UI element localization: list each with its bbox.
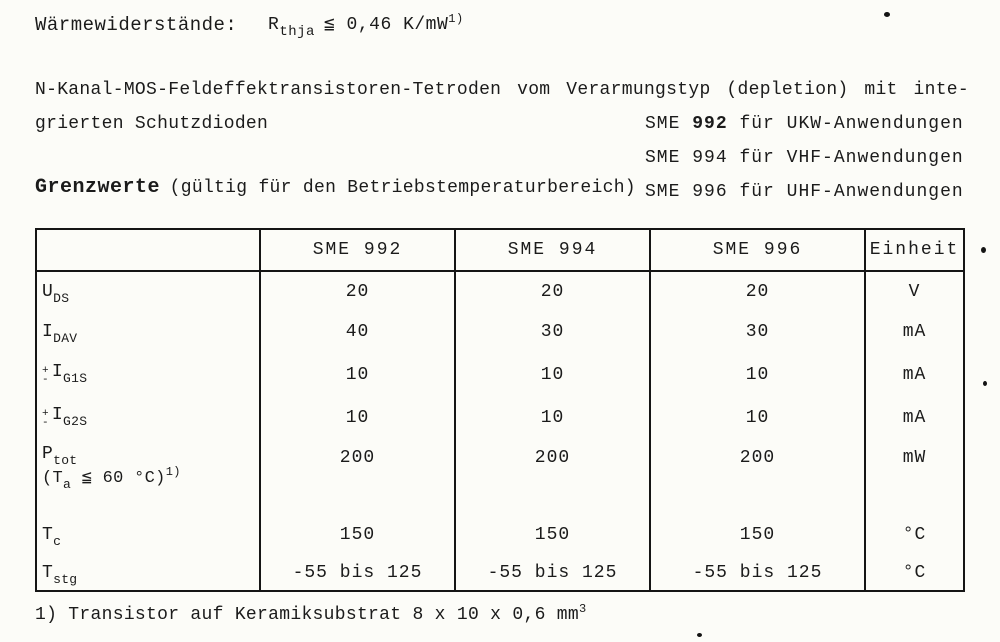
variant-description: für UKW-Anwendungen [739,114,964,134]
formula-symbol: R [268,15,280,35]
value-cell: 10 [260,353,455,397]
unit-cell: °C [865,555,964,591]
variant-sme-992 [645,114,964,134]
param-subscript: tot [53,453,78,468]
value-cell: 10 [650,353,865,397]
value-cell: 10 [260,397,455,439]
table-row-ig1s [36,353,964,397]
variant-number: 992 [692,114,728,134]
unit-cell: mA [865,353,964,397]
formula-value: ≦ 0,46 K/mW [323,15,449,35]
scan-artifact [697,633,702,637]
variant-number: 994 [692,148,728,168]
value-cell: 200 [455,439,650,515]
param-subscript: stg [53,571,78,587]
value-cell: -55 bis 125 [455,555,650,591]
value-cell: 150 [650,515,865,555]
scan-artifact [884,12,890,17]
param-cell [36,439,260,515]
table-row-tstg [36,555,964,591]
intro-line-1: N-Kanal-MOS-Feldeffektransistoren-Tetroden vom Verarmungstyp (depletion) mit inte- [35,80,969,100]
param-symbol: U [42,281,54,302]
variant-description: für VHF-Anwendungen [739,148,964,168]
intro-line-2: grierten Schutzdioden [35,114,269,134]
variant-sme-994 [645,148,964,168]
plus-minus-sign: + - [42,408,49,429]
table-header-row [36,229,964,271]
value-cell: 20 [455,271,650,311]
param-subscript: G1S [63,371,88,386]
footnote-text: 1) Transistor auf Keramiksubstrat 8 x 10 x 0,6 mm [35,605,579,625]
variant-prefix: SME [645,114,681,134]
value-cell: 10 [455,397,650,439]
value-cell: 10 [455,353,650,397]
param-cell [36,515,260,555]
section-title: Grenzwerte [35,176,161,199]
limits-table [35,228,965,592]
param-symbol: T [42,562,54,583]
footnote-superscript: 3 [579,602,587,616]
col-header-sme-992: SME 992 [260,229,455,271]
param-subscript: DS [53,290,70,306]
value-cell: 150 [455,515,650,555]
param-subscript: G2S [63,414,88,429]
value-cell: 200 [650,439,865,515]
footnote [35,602,587,625]
param-symbol: P [42,444,54,464]
variant-description: für UHF-Anwendungen [739,182,964,202]
formula-subscript: thja [279,24,315,40]
param-cell [36,555,260,591]
unit-cell: V [865,271,964,311]
table-row-idav [36,311,964,353]
section-subtitle: (gültig für den Betriebstemperaturbereich) [169,178,636,198]
table-row-ptot [36,439,964,515]
param-header-cell [36,229,260,271]
table-row-uds [36,271,964,311]
unit-cell: mW [865,439,964,515]
value-cell: 40 [260,311,455,353]
param-cell [36,271,260,311]
value-cell: 150 [260,515,455,555]
value-cell: 30 [650,311,865,353]
param-symbol-line [42,444,259,468]
unit-cell: mA [865,397,964,439]
value-cell: 10 [650,397,865,439]
col-header-einheit: Einheit [865,229,964,271]
variant-prefix: SME [645,182,681,202]
unit-cell: mA [865,311,964,353]
param-symbol: I [51,405,64,425]
value-cell: 20 [650,271,865,311]
value-cell: -55 bis 125 [260,555,455,591]
col-header-sme-994: SME 994 [455,229,650,271]
value-cell: 30 [455,311,650,353]
param-condition: ($T_a$ ≦ 60 °C)$^{1)}$ [42,465,181,492]
param-symbol: I [51,362,64,382]
section-heading [35,176,636,199]
param-symbol: T [42,525,54,545]
value-cell: -55 bis 125 [650,555,865,591]
variant-sme-996 [645,182,964,202]
param-subscript: DAV [53,331,78,346]
param-cell [36,353,260,397]
table-row-ig2s [36,397,964,439]
plus-minus-sign: + - [42,365,49,386]
value-cell: 200 [260,439,455,515]
scan-artifact [983,381,987,386]
scan-artifact [981,247,986,253]
thermal-resistance-formula [268,12,464,40]
param-subscript: c [53,534,62,549]
param-cell [36,311,260,353]
variant-prefix: SME [645,148,681,168]
table-row-tc [36,515,964,555]
param-symbol: I [42,322,54,342]
param-cell [36,397,260,439]
col-header-sme-996: SME 996 [650,229,865,271]
thermal-resistance-label: Wärmewiderstände: [35,14,238,36]
formula-footnote-ref: 1) [448,12,464,26]
unit-cell: °C [865,515,964,555]
variant-number: 996 [692,182,728,202]
value-cell: 20 [260,271,455,311]
